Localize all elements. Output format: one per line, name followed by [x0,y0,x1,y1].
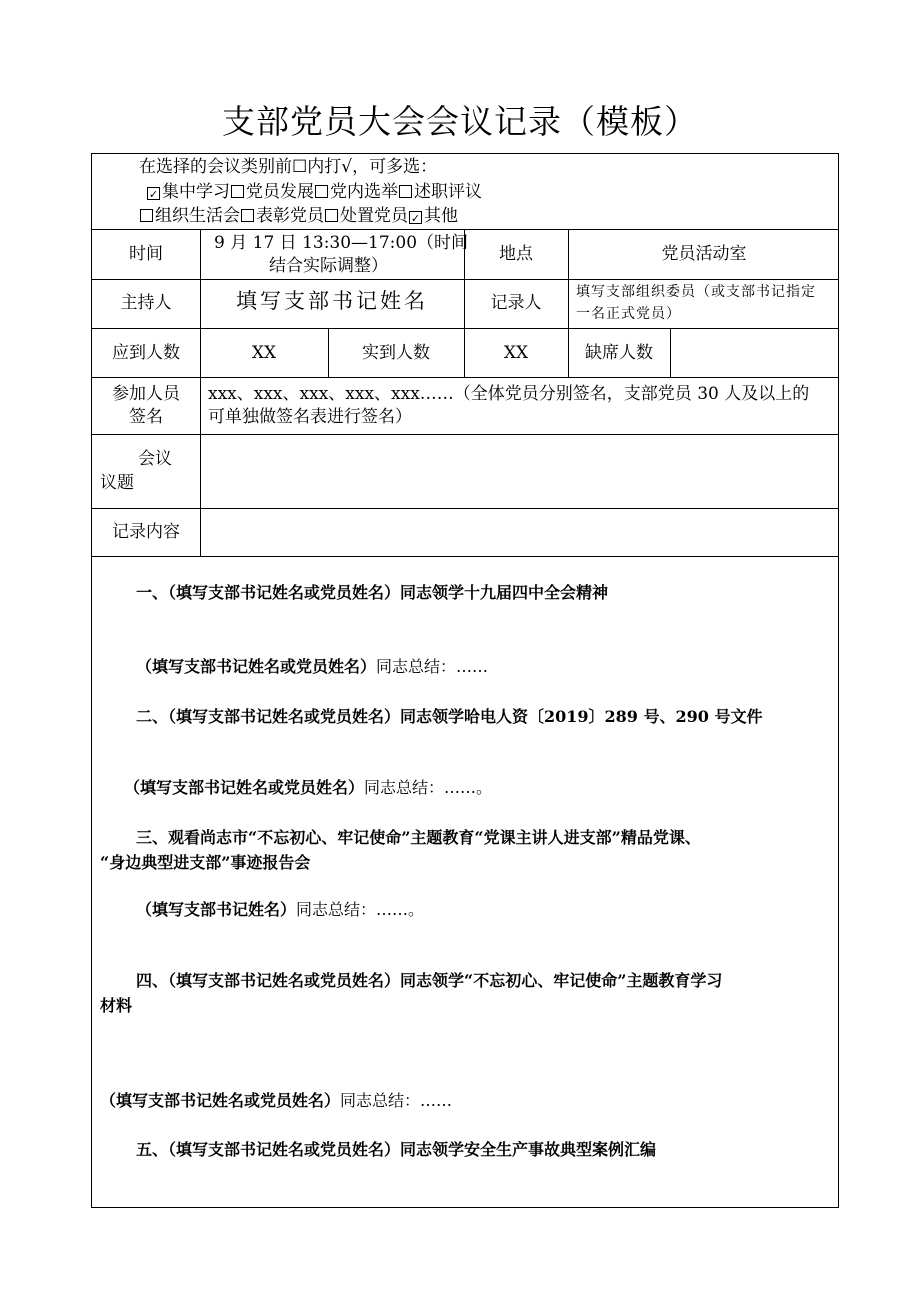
summary-3: （填写支部书记姓名）同志总结：……。 [136,900,425,919]
option-label: 集中学习 [162,182,230,202]
agenda-item-5: 五、（填写支部书记姓名或党员姓名）同志领学安全生产事故典型案例汇编 [136,1140,657,1159]
record-content-label: 记录内容 [112,522,180,542]
recorder-value-line2[interactable]: 一名正式党员） [576,306,681,322]
row-divider [92,377,838,378]
time-value-line2[interactable]: 结合实际调整） [269,256,388,276]
agenda-item-1: 一、（填写支部书记姓名或党员姓名）同志领学十九届四中全会精神 [136,583,609,602]
signature-label-line1: 参加人员 [112,384,180,404]
expected-count-value[interactable]: XX [251,343,277,363]
actual-count-value[interactable]: XX [503,343,529,363]
option-label: 表彰党员 [256,206,324,226]
time-value-line1[interactable]: 9 月 17 日 13:30—17:00（时间 [214,233,469,253]
option-label: 党员发展 [246,182,314,202]
time-label: 时间 [129,244,163,264]
category-options-line1 [146,181,482,203]
place-label: 地点 [499,244,533,264]
category-options-line2 [139,205,458,227]
checkbox-org-life-meeting[interactable] [140,209,153,222]
host-value[interactable]: 填写支部书记姓名 [236,289,428,313]
row-divider [92,556,838,557]
checkbox-commend-members[interactable] [241,209,254,222]
agenda-item-3-line2: “身边典型进支部”事迹报告会 [100,853,311,872]
row-divider [92,328,838,329]
topic-label-line1: 会议 [138,449,172,469]
option-label: 其他 [424,206,458,226]
checkbox-other[interactable]: ✓ [410,212,421,225]
signature-label-line2: 签名 [129,407,163,427]
option-label: 述职评议 [414,182,482,202]
expected-count-label: 应到人数 [112,343,180,363]
row-divider [92,229,838,230]
agenda-item-2: 二、（填写支部书记姓名或党员姓名）同志领学哈电人资〔2019〕289 号、290 号文件 [136,707,763,726]
checkbox-centralized-study[interactable]: ✓ [148,188,159,201]
category-instruction: 在选择的会议类别前☐内打√，可多选： [139,157,438,177]
option-label: 处置党员 [340,206,408,226]
meeting-record-form [91,153,839,1208]
signature-value-line1[interactable]: xxx、xxx、xxx、xxx、xxx……（全体党员分别签名，支部党员 30 人及以上的 [208,384,810,404]
row-divider [92,279,838,280]
recorder-label: 记录人 [490,293,542,313]
checkbox-work-review[interactable] [399,185,412,198]
host-label: 主持人 [120,293,172,313]
row-divider [92,434,838,435]
agenda-item-4-line1: 四、（填写支部书记姓名或党员姓名）同志领学“不忘初心、牢记使命”主题教育学习 [136,971,723,990]
agenda-item-3-line1: 三、观看尚志市“不忘初心、牢记使命”主题教育“党课主讲人进支部”精品党课、 [136,828,701,847]
column-divider [670,328,671,377]
absent-count-label: 缺席人数 [585,343,653,363]
option-label: 党内选举 [330,182,398,202]
summary-2: （填写支部书记姓名或党员姓名）同志总结：……。 [124,778,493,797]
summary-4: （填写支部书记姓名或党员姓名）同志总结：…… [100,1091,453,1110]
checkbox-discipline-members[interactable] [325,209,338,222]
checkbox-party-election[interactable] [315,185,328,198]
page-title: 支部党员大会会议记录（模板） [222,102,698,141]
actual-count-label: 实到人数 [362,343,430,363]
checkbox-member-development[interactable] [231,185,244,198]
row-divider [92,508,838,509]
option-label: 组织生活会 [155,206,240,226]
column-divider [200,229,201,556]
summary-1: （填写支部书记姓名或党员姓名）同志总结：…… [136,657,489,676]
topic-label-line2: 议题 [100,473,134,493]
recorder-value-line1[interactable]: 填写支部组织委员（或支部书记指定 [576,284,816,300]
agenda-item-4-line2: 材料 [100,996,133,1015]
place-value[interactable]: 党员活动室 [661,244,747,264]
signature-value-line2[interactable]: 可单独做签名表进行签名） [208,407,412,427]
